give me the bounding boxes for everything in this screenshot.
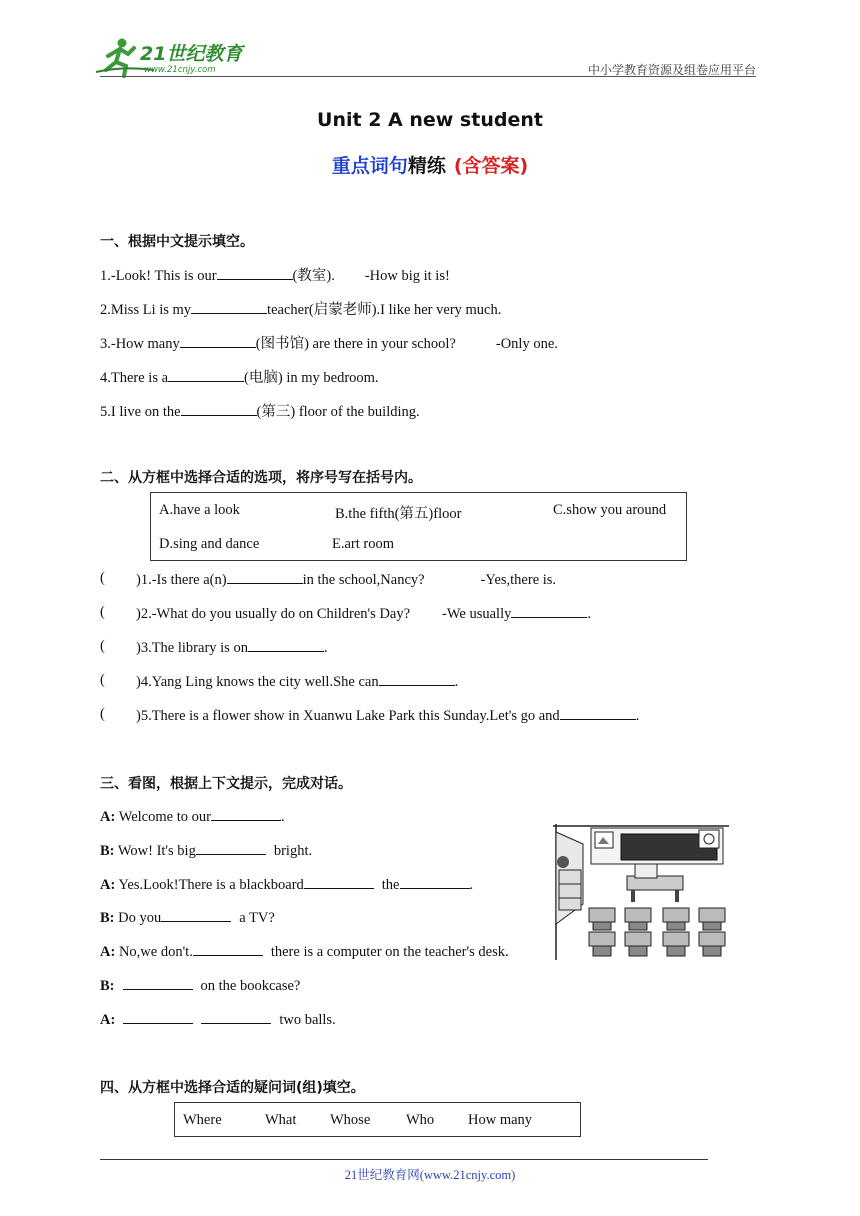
answer-blank[interactable]	[217, 266, 293, 280]
word-whose: Whose	[330, 1112, 371, 1128]
answer-blank[interactable]	[400, 875, 470, 889]
s2-question-4: )4.Yang Ling knows the city well.She can .	[136, 674, 459, 690]
answer-blank[interactable]	[193, 942, 263, 956]
s1-item-5: 5.I live on the (第三) floor of the building.	[100, 404, 420, 420]
answer-blank[interactable]	[511, 604, 587, 618]
platform-slogan: 中小学教育资源及组卷应用平台	[587, 63, 756, 77]
s2-question-2: )2.-What do you usually do on Children's Day? -We usually .	[136, 606, 591, 622]
footer-divider	[100, 1159, 708, 1160]
dialogue-line-3: A: Yes.Look!There is a blackboard the .	[100, 877, 474, 893]
s2-question-3: )3.The library is on .	[136, 640, 328, 656]
s2-question-1: )1.-Is there a(n) in the school,Nancy? -Yes,there is.	[136, 572, 557, 588]
section2-heading: 二、从方框中选择合适的选项，将序号写在括号内。	[100, 470, 422, 486]
subtitle-part1: 重点词句	[331, 155, 408, 177]
dialogue-line-5: A: No,we don't. there is a computer on the teacher's desk.	[100, 944, 509, 960]
option-d: D.sing and dance	[159, 536, 260, 552]
classroom-illustration	[553, 824, 729, 960]
answer-paren[interactable]: (	[100, 638, 105, 654]
footer-text[interactable]: 21世纪教育网(www.21cnjy.com)	[344, 1168, 516, 1182]
subtitle-part3: (含答案)	[453, 155, 529, 177]
answer-blank[interactable]	[180, 334, 256, 348]
word-where: Where	[183, 1112, 222, 1128]
dialogue-line-1: A: Welcome to our .	[100, 809, 285, 825]
svg-text:www.21cnjy.com: www.21cnjy.com	[144, 65, 216, 75]
answer-paren[interactable]: (	[100, 706, 105, 722]
answer-blank[interactable]	[168, 368, 244, 382]
site-logo	[94, 36, 264, 80]
word-who: Who	[406, 1112, 435, 1128]
answer-blank[interactable]	[191, 300, 267, 314]
section3-heading: 三、看图，根据上下文提示，完成对话。	[100, 776, 352, 792]
section1-heading: 一、根据中文提示填空。	[100, 234, 254, 250]
svg-text:21世纪教育: 21世纪教育	[140, 43, 243, 65]
answer-paren[interactable]: (	[100, 604, 105, 620]
word-what: What	[265, 1112, 297, 1128]
answer-blank[interactable]	[211, 807, 281, 821]
word-how-many: How many	[468, 1112, 533, 1128]
answer-paren[interactable]: (	[100, 570, 105, 586]
answer-blank[interactable]	[227, 570, 303, 584]
s1-item-4: 4.There is a (电脑) in my bedroom.	[100, 370, 379, 386]
answer-blank[interactable]	[181, 402, 257, 416]
dialogue-line-2: B: Wow! It's big bright.	[100, 843, 313, 859]
answer-blank[interactable]	[123, 976, 193, 990]
answer-paren[interactable]: (	[100, 672, 105, 688]
answer-blank[interactable]	[304, 875, 374, 889]
dialogue-line-7: A: two balls.	[100, 1012, 336, 1028]
section4-heading: 四、从方框中选择合适的疑问词(组)填空。	[100, 1080, 365, 1096]
option-a: A.have a look	[159, 502, 240, 518]
answer-blank[interactable]	[196, 841, 266, 855]
subtitle-part2: 精练	[407, 155, 446, 177]
s2-question-5: )5.There is a flower show in Xuanwu Lake Park this Sunday.Let's go and .	[136, 708, 640, 724]
s1-item-3: 3.-How many (图书馆) are there in your school? -Only one.	[100, 336, 558, 352]
page-subtitle	[0, 151, 860, 178]
dialogue-line-6: B: on the bookcase?	[100, 978, 301, 994]
answer-blank[interactable]	[248, 638, 324, 652]
answer-blank[interactable]	[123, 1010, 193, 1024]
classroom-picture-icon	[553, 824, 729, 960]
s1-item-1: 1.-Look! This is our (教室). -How big it is!	[100, 268, 450, 284]
header-divider	[100, 76, 756, 77]
s1-item-2: 2.Miss Li is my teacher(启蒙老师).I like her very much.	[100, 302, 502, 318]
dialogue-line-4: B: Do you a TV?	[100, 910, 275, 926]
answer-blank[interactable]	[161, 908, 231, 922]
answer-blank[interactable]	[560, 706, 636, 720]
runner-logo-icon	[94, 36, 264, 80]
option-b: B.the fifth(第五)floor	[335, 506, 462, 522]
page-title: Unit 2 A new student	[317, 109, 543, 131]
option-e: E.art room	[332, 536, 395, 552]
answer-blank[interactable]	[379, 672, 455, 686]
answer-blank[interactable]	[201, 1010, 271, 1024]
option-c: C.show you around	[553, 502, 667, 518]
